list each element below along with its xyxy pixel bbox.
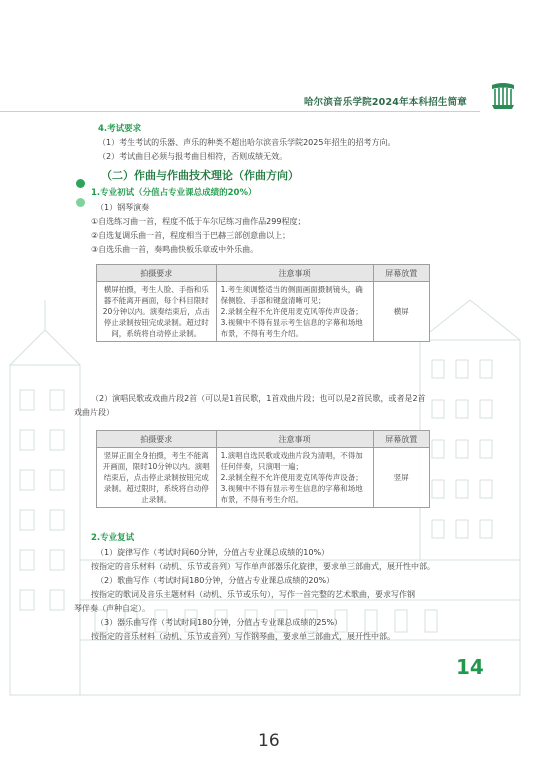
- filming-table-2: [96, 430, 430, 508]
- piano-req-2: ②自选复调乐曲一首，程度相当于巴赫三部创意曲以上；: [91, 231, 291, 240]
- pdf-page-number: 16: [258, 731, 280, 751]
- req-item-1: （1）考生考试的乐器、声乐的种类不超出哈尔滨音乐学院2025年招生的招考方向。: [98, 138, 396, 147]
- final-item-3: （3）器乐曲写作（考试时间180分钟，分值占专业课总成绩的25%）: [96, 618, 343, 627]
- filming-cell: 竖屏正面全身拍摄，考生不能离开画面，限时10分钟以内。演唱结束后，点击停止录制按钮完成录制。超过限时，系统将自动停止录制。: [97, 448, 217, 508]
- piano-label: （1）钢琴演奏: [96, 203, 150, 212]
- piano-req-1: ①自选练习曲一首，程度不低于车尔尼练习曲作品299程度；: [91, 217, 306, 226]
- vocal-req-line-1: （2）演唱民歌或戏曲片段2首（可以是1首民歌，1首戏曲片段；也可以是2首民歌，或者是2首: [91, 394, 426, 403]
- col-screen: 屏幕放置: [373, 431, 429, 448]
- notes-cell: 1.考生须调整适当的侧面画面摄制镜头，确保侧脸、手部和键盘清晰可见； 2.录制全程不允许使用麦克风等传声设备； 3.视频中不得有显示考生信息的字幕和场地布景，不得有考生介绍。: [216, 282, 373, 342]
- section-exam-requirements: 4.考试要求: [98, 124, 142, 134]
- header-title: 哈尔滨音乐学院2024年本科招生简章: [303, 97, 467, 108]
- piano-req-3: ③自选乐曲一首，奏鸣曲快板乐章或中外乐曲。: [91, 245, 259, 254]
- filming-cell: 横屏拍摄，考生人脸、手指和乐器不能离开画面，每个科目限时20分钟以内。演奏结束后，点击停止录制按钮完成录制。超过时间，系统将自动停止录制。: [97, 282, 217, 342]
- col-notes: 注意事项: [216, 431, 373, 448]
- table-row: [97, 282, 430, 342]
- col-filming: 拍摄要求: [97, 265, 217, 282]
- col-filming: 拍摄要求: [97, 431, 217, 448]
- final-item-2-desc-cont: 琴伴奏（声种自定）。: [74, 604, 150, 613]
- table-row: [97, 448, 430, 508]
- final-item-3-desc: 按指定的音乐材料（动机、乐节或音列）写作钢琴曲，要求单三部曲式，展开性中部。: [91, 632, 395, 641]
- filming-table-1: [96, 264, 430, 342]
- brochure-page-number: 14: [456, 655, 484, 679]
- notes-cell: 1.演唱自选民歌或戏曲片段为清唱，不得加任何伴奏，只演唱一遍； 2.录制全程不允许使用麦克风等传声设备； 3.视频中不得有显示考生信息的字幕和场地布景，不得有考生介绍。: [216, 448, 373, 508]
- subsection-final: 2.专业复试: [91, 533, 135, 543]
- final-item-1: （1）旋律写作（考试时间60分钟，分值占专业课总成绩的10%）: [96, 548, 330, 557]
- table-header-row: [97, 265, 430, 282]
- table-header-row: [97, 431, 430, 448]
- final-item-1-desc: 按指定的音乐材料（动机、乐节或音列）写作单声部器乐化旋律，要求单三部曲式，展开性中部。: [91, 562, 435, 571]
- col-notes: 注意事项: [216, 265, 373, 282]
- harp-logo-icon: [488, 81, 518, 111]
- vocal-req-line-2: 戏曲片段）: [74, 408, 114, 417]
- req-item-2: （2）考试曲目必须与报考曲目相符，否则成绩无效。: [98, 152, 288, 161]
- screen-cell: 横屏: [373, 282, 429, 342]
- section-marker-icon: [76, 173, 87, 211]
- screen-cell: 竖屏: [373, 448, 429, 508]
- subsection-prelim: 1.专业初试（分值占专业课总成绩的20%）: [91, 188, 257, 198]
- final-item-2: （2）歌曲写作（考试时间180分钟，分值占专业课总成绩的20%）: [96, 576, 335, 585]
- section-composition-title: （二）作曲与作曲技术理论（作曲方向）: [101, 169, 299, 182]
- final-item-2-desc: 按指定的歌词及音乐主题材料（动机、乐节或乐句），写作一首完整的艺术歌曲，要求写作钢: [91, 590, 415, 599]
- col-screen: 屏幕放置: [373, 265, 429, 282]
